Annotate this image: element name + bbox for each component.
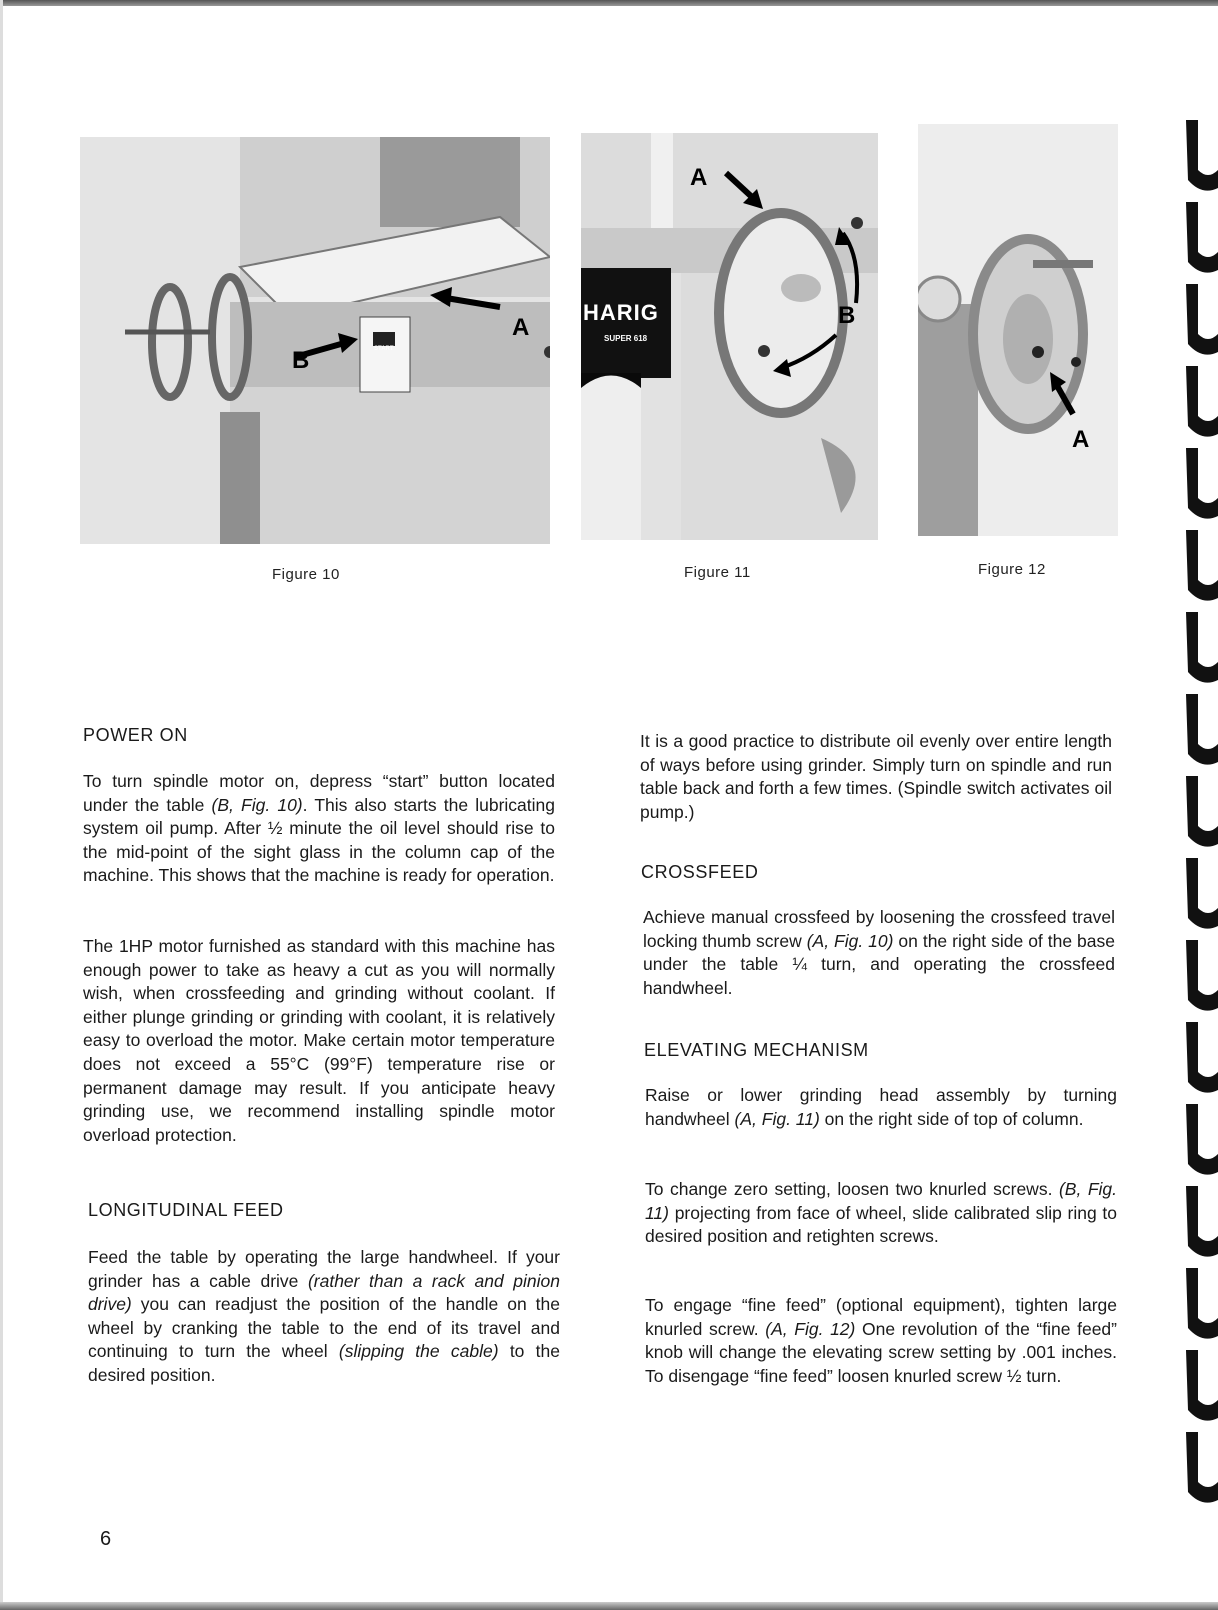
spiral-binding (1168, 110, 1218, 1550)
figure-10-panel-text: START (374, 346, 394, 352)
longitudinal-feed-paragraph (88, 1246, 560, 1388)
scan-bottom-edge (0, 1602, 1218, 1610)
scan-top-edge (0, 0, 1218, 6)
elevating-paragraph-1 (645, 1084, 1117, 1131)
longitudinal-text-a: Feed the table by operating the large handwheel. If your grinder has a cable drive (88, 1247, 560, 1291)
power-on-paragraph-2: The 1HP motor furnished as standard with this machine has enough power to take as heavy a cut as you will normally wish, when crossfeeding and grinding without coolant. If either plunge grinding or grinding with coolant, it is relatively easy to overload the motor. Make certain motor temperature does not exceed a 55°C (99°F) temperature rise or permanent damage may result. If you anticipate heavy grinding use, we recommend installing spindle motor overload protection. (83, 936, 555, 1145)
power-on-heading: POWER ON (83, 725, 188, 745)
elevating-p3-reference: (A, Fig. 12) (765, 1318, 856, 1339)
elevating-p2-text-b: projecting from face of wheel, slide calibrated slip ring to desired position and retighten screws. (645, 1202, 1117, 1247)
crossfeed-text-b: on the right side of the base under the table ¼ turn, and operating the crossfeed handwheel. (643, 930, 1115, 998)
figure-12-photo (918, 124, 1118, 536)
scan-left-edge (0, 0, 3, 1610)
elevating-p1-reference: (A, Fig. 11) (734, 1108, 820, 1129)
power-on-p1-text-b: . This also starts the lubricating system oil pump. After ½ minute the oil level should rise to the mid-point of the sight glass in the column cap of the machine. This shows that the machine is ready for operation. (83, 794, 555, 886)
figure-11-caption: Figure 11 (684, 564, 751, 581)
figure-11-brand-text: HARIG (583, 300, 659, 325)
elevating-p2-reference: (B, Fig. 11) (645, 1179, 1117, 1223)
elevating-p1-text-a: Raise or lower grinding head assembly by turning handwheel (645, 1085, 1117, 1129)
power-on-p1-reference: (B, Fig. 10) (211, 794, 303, 815)
elevating-p2-text-a: To change zero setting, loosen two knurled screws. (645, 1179, 1059, 1199)
page-number: 6 (100, 1528, 112, 1550)
figure-12-caption: Figure 12 (978, 561, 1046, 578)
elevating-paragraph-3 (645, 1294, 1117, 1388)
elevating-paragraph-2 (645, 1178, 1117, 1249)
figure-11-label-b: B (838, 302, 856, 329)
elevating-p1-text-b: on the right side of top of column. (819, 1108, 1084, 1129)
figure-11-model-text: SUPER 618 (604, 334, 648, 343)
elevating-p3-text-a: To engage “fine feed” (optional equipment), tighten large knurled screw. (645, 1295, 1117, 1339)
oil-distribution-paragraph: It is a good practice to distribute oil evenly over entire length of ways before using grinder. Simply turn on spindle and run table back and forth a few times. (Spindle switch activates oil pump.) (640, 731, 1112, 822)
power-on-paragraph-1 (83, 770, 555, 888)
figure-10-caption: Figure 10 (272, 566, 340, 583)
figure-10-photo (80, 137, 550, 544)
longitudinal-feed-heading: LONGITUDINAL FEED (88, 1200, 284, 1220)
elevating-p3-text-b: One revolution of the “fine feed” knob will change the elevating screw setting by .001 inches. To disengage “fine feed” loosen knurled screw ½ turn. (645, 1318, 1117, 1386)
figure-10-label-a: A (512, 314, 530, 341)
figure-10-label-b: B (292, 347, 310, 374)
elevating-mechanism-heading: ELEVATING MECHANISM (644, 1040, 869, 1060)
longitudinal-reference-2: (slipping the cable) (338, 1341, 499, 1362)
power-on-p1-text-a: To turn spindle motor on, depress “start” button located under the table (83, 771, 555, 815)
longitudinal-reference-1: (rather than a rack and pinion drive) (88, 1270, 560, 1315)
crossfeed-heading: CROSSFEED (641, 862, 759, 882)
crossfeed-paragraph (643, 906, 1115, 1000)
longitudinal-text-b: you can readjust the position of the handle on the wheel by cranking the table to the end of its travel and continuing to turn the wheel (88, 1294, 560, 1362)
longitudinal-text-c: to the desired position. (88, 1341, 560, 1385)
crossfeed-reference: (A, Fig. 10) (806, 930, 894, 951)
figure-11-label-a: A (690, 164, 708, 191)
figure-12-label-a: A (1072, 426, 1090, 453)
crossfeed-text-a: Achieve manual crossfeed by loosening the crossfeed travel locking thumb screw (643, 907, 1115, 951)
